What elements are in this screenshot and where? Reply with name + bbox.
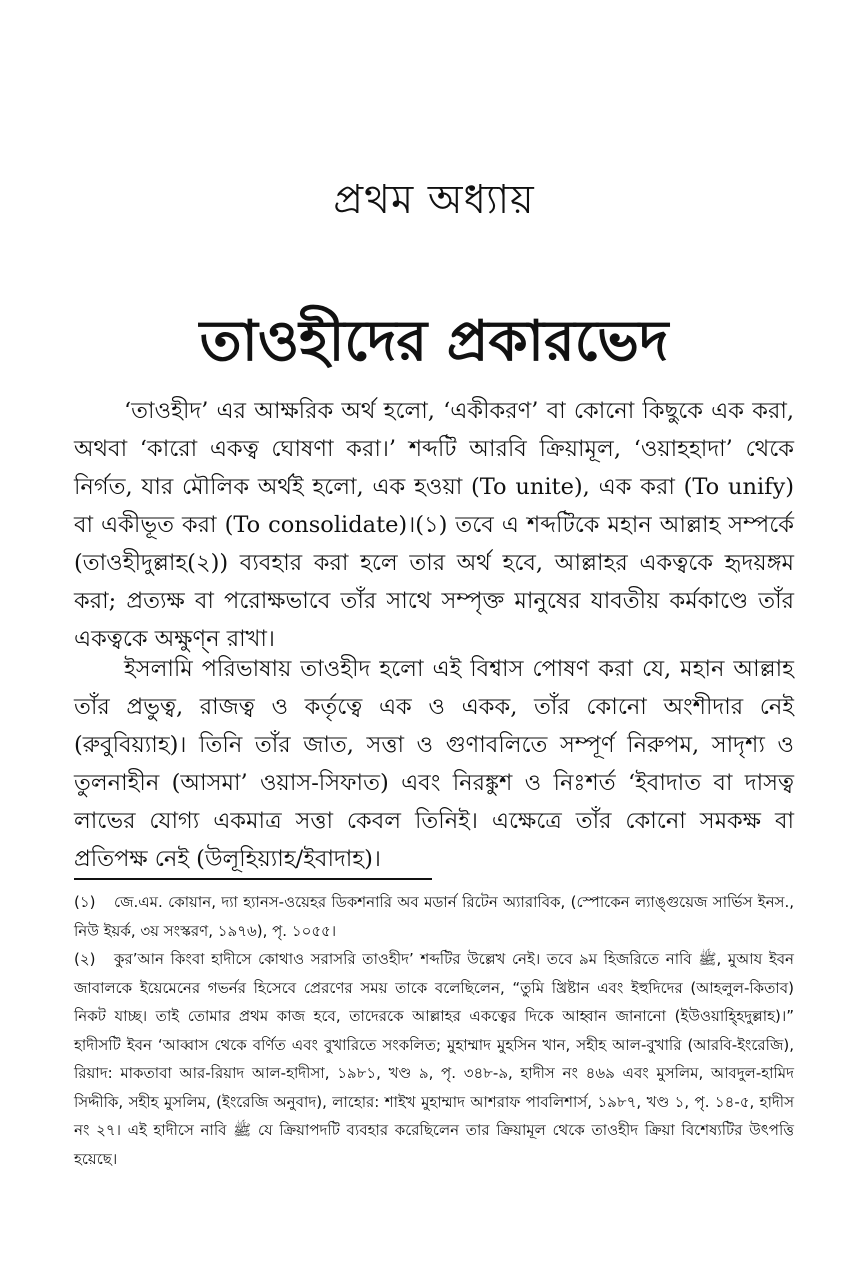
footnotes (74, 888, 794, 1173)
paragraph-text: ‘তাওহীদ’ এর আক্ষরিক অর্থ হলো, ‘একীকরণ’ বা কোনো কিছুকে এক করা, অথবা ‘কারো একত্ব ঘোষণা করা।’ শব্দটি আরবি ক্রিয়ামূল, ‘ওয়াহহাদা’ থেকে নির্গত, যার মৌলিক অর্থই হলো, এক হওয়া (To unite), এক করা (To unify) বা একীভূত করা (To consolidate)।(১) তবে এ শব্দটিকে মহান আল্লাহ সম্পর্কে (তাওহীদুল্লাহ(২)) ব্যবহার করা হলে তার অর্থ হবে, আল্লাহর একত্বকে হৃদয়ঙ্গম করা; প্রত্যক্ষ বা পরোক্ষভাবে তাঁর সাথে সম্পৃক্ত মানুষের যাবতীয় কর্মকাণ্ডে তাঁর একত্বকে অক্ষুণ্ন রাখা। (74, 398, 794, 652)
footnote-text: কুর’আন কিংবা হাদীসে কোথাও সরাসরি তাওহীদ’ শব্দটির উল্লেখ নেই। তবে ৯ম হিজরিতে নাবি ﷺ, মুআয ইবন জাবালকে ইয়েমেনের গভর্নর হিসেবে প্রেরণের সময় তাকে বলেছিলেন, “তুমি খ্রিষ্টান এবং ইহুদিদের (আহলুল-কিতাব) নিকট যাচ্ছ। তাই তোমার প্রথম কাজ হবে, তাদেরকে আল্লাহর একত্বের দিকে আহ্বান জানানো (ইউওয়াহ্হিদুল্লাহ)।” হাদীসটি ইবন ‘আব্বাস থেকে বর্ণিত এবং বুখারিতে সংকলিত; মুহাম্মাদ মুহসিন খান, সহীহ আল-বুখারি (আরবি-ইংরেজি), রিয়াদ: মাকতাবা আর-রিয়াদ আল-হাদীসা, ১৯৮১, খণ্ড ৯, পৃ. ৩৪৮-৯, হাদীস নং ৪৬৯ এবং মুসলিম, আবদুল-হামিদ সিদ্দীকি, সহীহ মুসলিম, (ইংরেজি অনুবাদ), লাহোর: শাইখ মুহাম্মাদ আশরাফ পাবলিশার্স, ১৯৮৭, খণ্ড ১, পৃ. ১৪-৫, হাদীস নং ২৭। এই হাদীসে নাবি ﷺ যে ক্রিয়াপদটি ব্যবহার করেছিলেন তার ক্রিয়ামূল থেকে তাওহীদ ক্রিয়া বিশেষ্যটির উৎপত্তি হয়েছে। (74, 950, 795, 1168)
body-paragraph-1 (74, 392, 794, 668)
section-title: তাওহীদের প্রকারভেদ (199, 308, 669, 374)
footnote-2 (74, 945, 794, 1173)
chapter-heading: প্রথম অধ্যায় (333, 177, 535, 223)
footnote-number: (২) (74, 950, 96, 968)
body-paragraph-2 (74, 650, 794, 888)
footnote-1 (74, 888, 794, 945)
paragraph-text: ইসলামি পরিভাষায় তাওহীদ হলো এই বিশ্বাস পোষণ করা যে, মহান আল্লাহ তাঁর প্রভুত্ব, রাজত্ব ও কর্তৃত্বে এক ও একক, তাঁর কোনো অংশীদার নেই (রুবুবিয়্যাহ)। তিনি তাঁর জাত, সত্তা ও গুণাবলিতে সম্পূর্ণ নিরুপম, সাদৃশ্য ও তুলনাহীন (আসমা’ ওয়াস-সিফাত) এবং নিরঙ্কুশ ও নিঃশর্ত ‘ইবাদাত বা দাসত্ব লাভের যোগ্য একমাত্র সত্তা কেবল তিনিই। এক্ষেত্রে তাঁর কোনো সমকক্ষ বা প্রতিপক্ষ নেই (উলূহিয়্যাহ/ইবাদাহ)। (74, 656, 794, 872)
footnote-divider (74, 878, 432, 880)
footnote-number: (১) (74, 893, 96, 911)
footnote-text: জে.এম. কোয়ান, দ্যা হ্যানস-ওয়েহর ডিকশনারি অব মডার্ন রিটেন অ্যারাবিক, (স্পোকেন ল্যাঙ্গুয়েজ সার্ভিস ইনস., নিউ ইয়র্ক, ৩য় সংস্করণ, ১৯৭৬), পৃ. ১০৫৫। (74, 893, 794, 940)
